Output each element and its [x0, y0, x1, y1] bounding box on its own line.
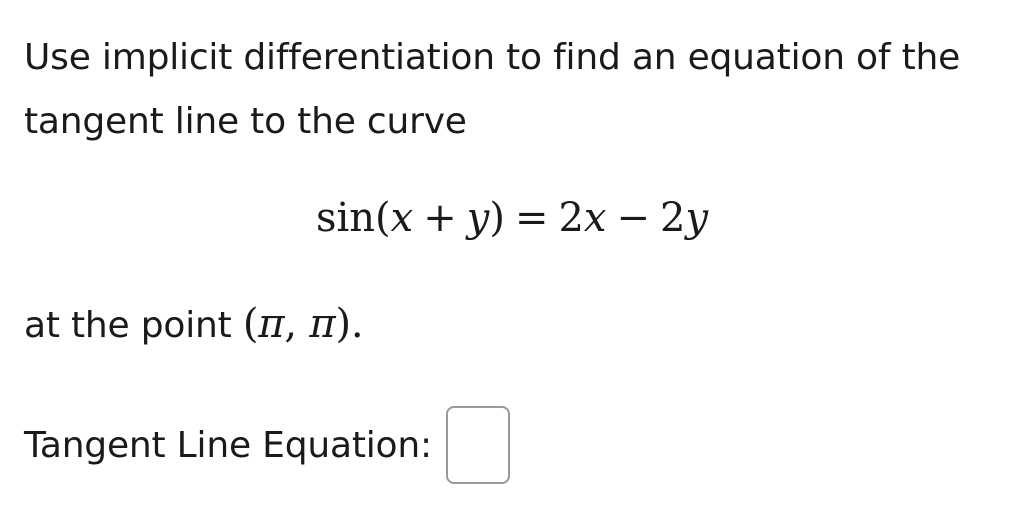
- point-period: .: [350, 301, 364, 347]
- point-prefix: at the point: [24, 305, 232, 346]
- variable-x-rhs: x: [583, 195, 607, 241]
- variable-y: y: [466, 195, 490, 241]
- coefficient-2x: 2: [558, 195, 584, 241]
- coefficient-2y: 2: [659, 195, 686, 241]
- point-y-value: π: [309, 301, 336, 347]
- close-paren: ): [489, 195, 505, 241]
- open-paren: (: [375, 195, 391, 241]
- minus-sign: −: [616, 195, 650, 241]
- point-close-paren: ): [335, 301, 351, 347]
- tangent-line-answer-input[interactable]: [446, 406, 510, 484]
- answer-label: Tangent Line Equation:: [24, 424, 432, 466]
- sin-function: sin: [315, 195, 376, 241]
- answer-row: [24, 405, 510, 485]
- variable-y-rhs: y: [685, 195, 709, 241]
- curve-equation: [0, 188, 1024, 248]
- problem-statement: Use implicit differentiation to find an equation of the tangent line to the curve: [24, 37, 961, 142]
- point-x-value: π: [258, 301, 285, 347]
- variable-x: x: [390, 195, 414, 241]
- point-statement: [24, 294, 363, 356]
- point-open-paren: (: [242, 301, 259, 347]
- plus-sign: +: [423, 195, 457, 241]
- point-coordinates: [243, 301, 364, 347]
- equals-sign: =: [514, 195, 549, 241]
- point-comma: ,: [284, 301, 297, 347]
